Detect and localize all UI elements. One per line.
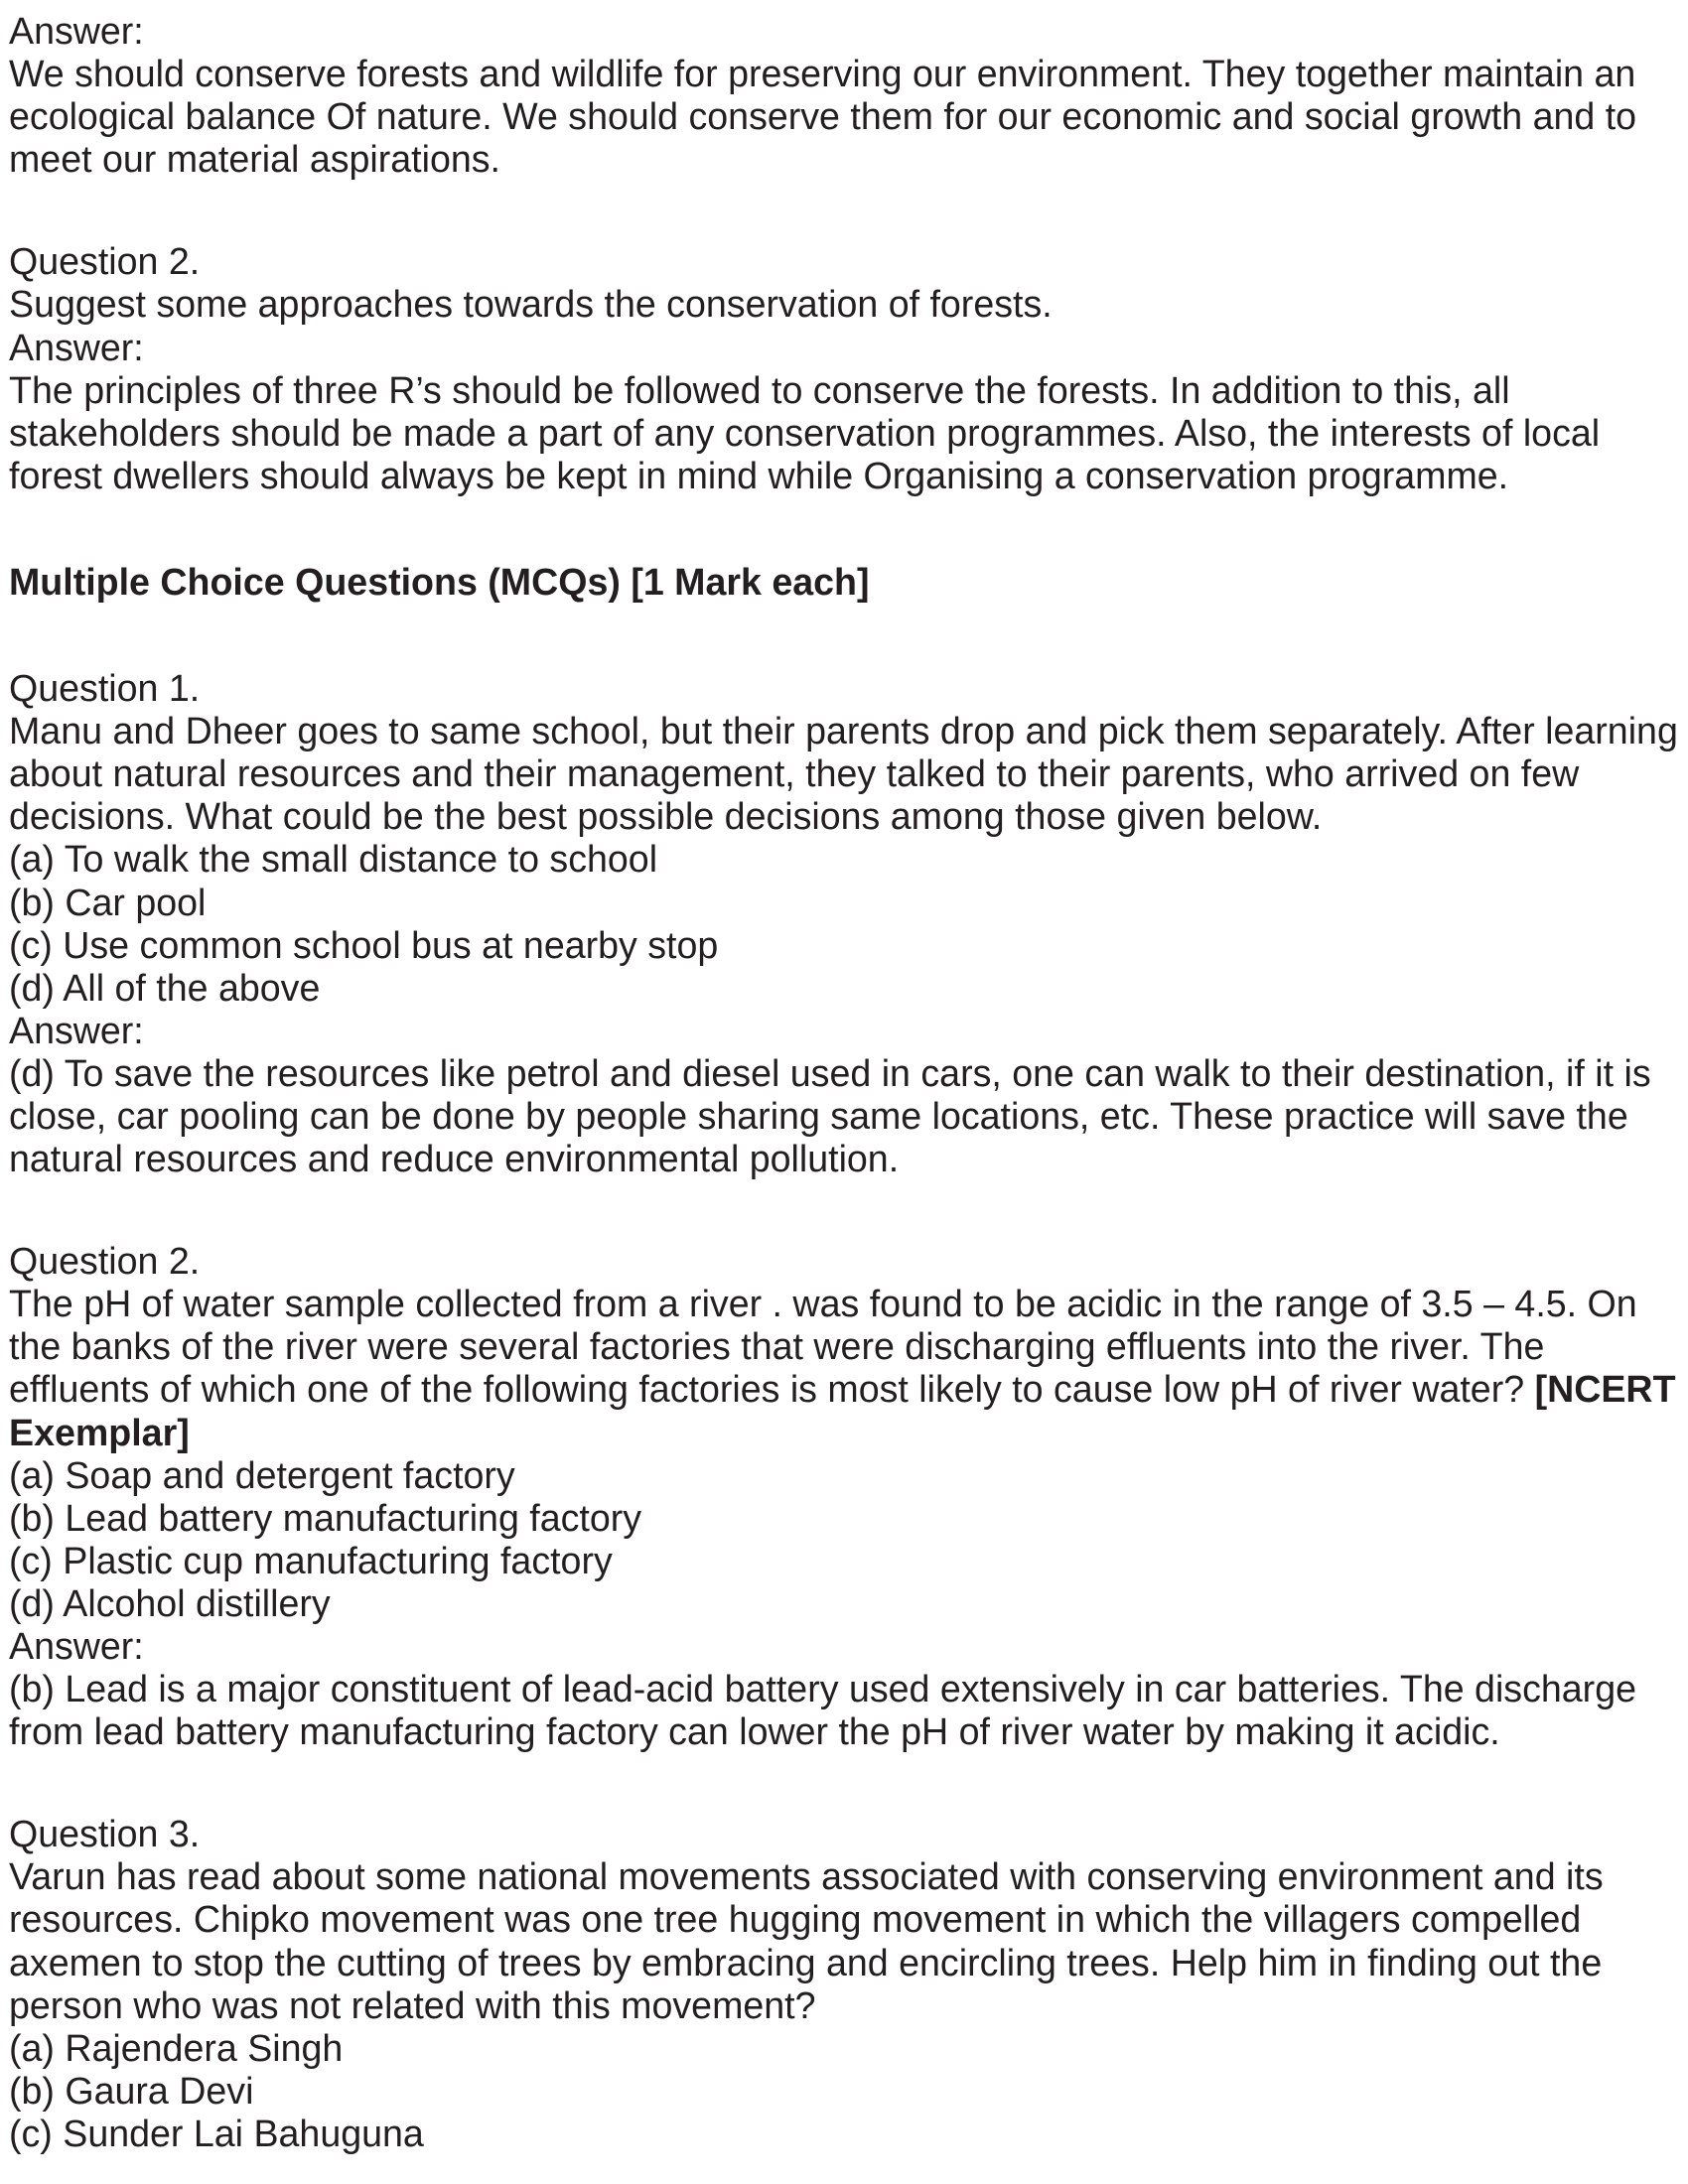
option-a: (a) To walk the small distance to school bbox=[9, 838, 658, 881]
question-text-line: about natural resources and their management, they talked to their parents, who arrived on few bbox=[9, 752, 1580, 795]
mcq-question-3 bbox=[9, 1813, 1687, 2155]
short-question-2 bbox=[9, 240, 1687, 497]
question-label: Question 3. bbox=[9, 1813, 201, 1855]
answer-text-line: natural resources and reduce environmental pollution. bbox=[9, 1138, 900, 1180]
question-label: Question 2. bbox=[9, 240, 201, 283]
answer-label: Answer: bbox=[9, 10, 144, 52]
question-text-line: the banks of the river were several factories that were discharging effluents into the river. The bbox=[9, 1325, 1545, 1368]
option-b: (b) Lead battery manufacturing factory bbox=[9, 1496, 642, 1539]
option-a: (a) Soap and detergent factory bbox=[9, 1453, 515, 1496]
answer-text-line: ecological balance Of nature. We should conserve them for our economic and social growth and to bbox=[9, 95, 1637, 138]
source-tag-continued: Exemplar] bbox=[9, 1411, 190, 1453]
answer-text-line: (b) Lead is a major constituent of lead-acid battery used extensively in car batteries. The discharge bbox=[9, 1668, 1636, 1710]
option-d: (d) All of the above bbox=[9, 966, 321, 1009]
option-d: (d) Alcohol distillery bbox=[9, 1581, 331, 1624]
question-text-line: Manu and Dheer goes to same school, but their parents drop and pick them separately. After learning bbox=[9, 710, 1678, 752]
question-text: Suggest some approaches towards the conservation of forests. bbox=[9, 283, 1053, 326]
answer-text-line: The principles of three R’s should be followed to conserve the forests. In addition to this, all bbox=[9, 368, 1510, 411]
answer-label: Answer: bbox=[9, 1009, 144, 1051]
short-q1-answer bbox=[9, 10, 1687, 181]
answer-text-line: close, car pooling can be done by people sharing same locations, etc. These practice will save the bbox=[9, 1094, 1628, 1137]
question-text-line: decisions. What could be the best possible decisions among those given below. bbox=[9, 795, 1323, 838]
option-c: (c) Plastic cup manufacturing factory bbox=[9, 1539, 613, 1581]
answer-text-line: meet our material aspirations. bbox=[9, 138, 500, 181]
mcq-question-2 bbox=[9, 1240, 1687, 1753]
question-label: Question 2. bbox=[9, 1240, 201, 1283]
mcq-question-1 bbox=[9, 667, 1687, 1180]
mcq-section-heading-wrap bbox=[9, 561, 1687, 604]
answer-text-line: We should conserve forests and wildlife for preserving our environment. They together maintain an bbox=[9, 53, 1636, 95]
source-tag: [NCERT bbox=[1534, 1368, 1676, 1411]
question-text-line: person who was not related with this movement? bbox=[9, 1983, 816, 2026]
answer-label: Answer: bbox=[9, 326, 144, 368]
answer-text-line: (d) To save the resources like petrol and diesel used in cars, one can walk to their destination, if it is bbox=[9, 1051, 1651, 1094]
option-b: (b) Gaura Devi bbox=[9, 2069, 254, 2112]
question-text-line: Varun has read about some national movements associated with conserving environment and its bbox=[9, 1855, 1604, 1898]
question-text-line: The pH of water sample collected from a river . was found to be acidic in the range of 3.5 – 4.5. On bbox=[9, 1283, 1637, 1325]
answer-text-line: stakeholders should be made a part of any conservation programmes. Also, the interests of local bbox=[9, 411, 1601, 454]
question-text-fragment: effluents of which one of the following factories is most likely to cause low pH of river water? bbox=[9, 1368, 1525, 1411]
question-text-line: axemen to stop the cutting of trees by embracing and encircling trees. Help him in finding out the bbox=[9, 1941, 1603, 1983]
option-c: (c) Sunder Lai Bahuguna bbox=[9, 2112, 424, 2154]
answer-text-line: from lead battery manufacturing factory can lower the pH of river water by making it acidic. bbox=[9, 1710, 1500, 1753]
answer-text-line: forest dwellers should always be kept in mind while Organising a conservation programme. bbox=[9, 454, 1509, 496]
document-page bbox=[9, 10, 1687, 2155]
option-c: (c) Use common school bus at nearby stop bbox=[9, 923, 719, 966]
option-a: (a) Rajendera Singh bbox=[9, 2026, 344, 2069]
option-b: (b) Car pool bbox=[9, 881, 207, 923]
question-text-line bbox=[9, 1368, 1687, 1411]
mcq-section-heading: Multiple Choice Questions (MCQs) [1 Mark each] bbox=[9, 560, 870, 603]
question-text-line: resources. Chipko movement was one tree hugging movement in which the villagers compelled bbox=[9, 1898, 1582, 1941]
question-label: Question 1. bbox=[9, 667, 201, 710]
answer-label: Answer: bbox=[9, 1625, 144, 1667]
